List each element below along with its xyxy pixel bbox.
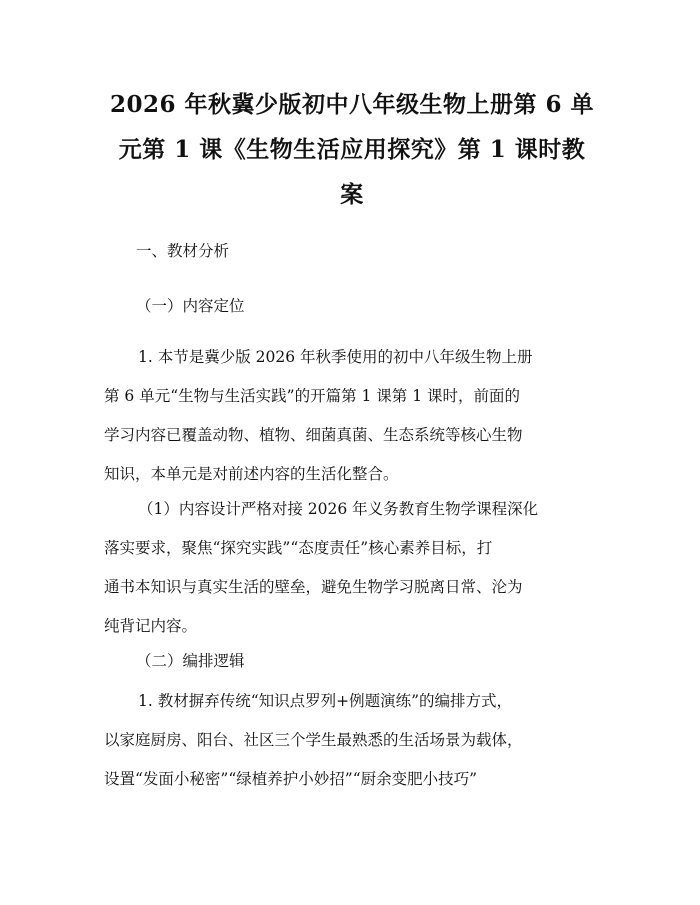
paragraph-2-line-4: 纯背记内容。: [104, 617, 198, 635]
paragraph-1-line-2: 第 6 单元“生物与生活实践”的开篇第 1 课第 1 课时，前面的: [104, 387, 520, 405]
paragraph-3-line-2: 以家庭厨房、阳台、社区三个学生最熟悉的生活场景为载体，: [104, 731, 523, 749]
paragraph-1-line-4: 知识，本单元是对前述内容的生活化整合。: [104, 465, 399, 483]
paragraph-2: [104, 490, 604, 646]
section-heading-teaching-material-analysis: 一、教材分析: [136, 242, 230, 260]
paragraph-1-line-3: 学习内容已覆盖动物、植物、细菌真菌、生态系统等核心生物: [104, 426, 523, 444]
paragraph-3: [104, 682, 604, 799]
title-line-1: 2026 年秋冀少版初中八年级生物上册第 6 单: [109, 91, 595, 118]
paragraph-1-line-1: 1. 本节是冀少版 2026 年秋季使用的初中八年级生物上册: [138, 348, 533, 366]
paragraph-3-line-1: 1. 教材摒弃传统“知识点罗列+例题演练”的编排方式，: [138, 692, 513, 710]
document-title: [96, 82, 608, 217]
paragraph-2-line-3: 通书本知识与真实生活的壁垒，避免生物学习脱离日常、沦为: [104, 578, 523, 596]
subsection-heading-arrangement-logic: （二）编排逻辑: [136, 652, 245, 670]
paragraph-2-line-1: （1）内容设计严格对接 2026 年义务教育生物学课程深化: [138, 500, 539, 518]
subsection-heading-content-positioning: （一）内容定位: [136, 297, 245, 315]
paragraph-3-line-3: 设置“发面小秘密”“绿植养护小妙招”“厨余变肥小技巧”: [104, 770, 478, 788]
paragraph-1: [104, 338, 604, 494]
paragraph-2-line-2: 落实要求，聚焦“探究实践”“态度责任”核心素养目标，打: [104, 539, 493, 557]
title-line-2: 元第 1 课《生物生活应用探究》第 1 课时教: [118, 136, 586, 163]
title-line-3: 案: [340, 181, 364, 208]
